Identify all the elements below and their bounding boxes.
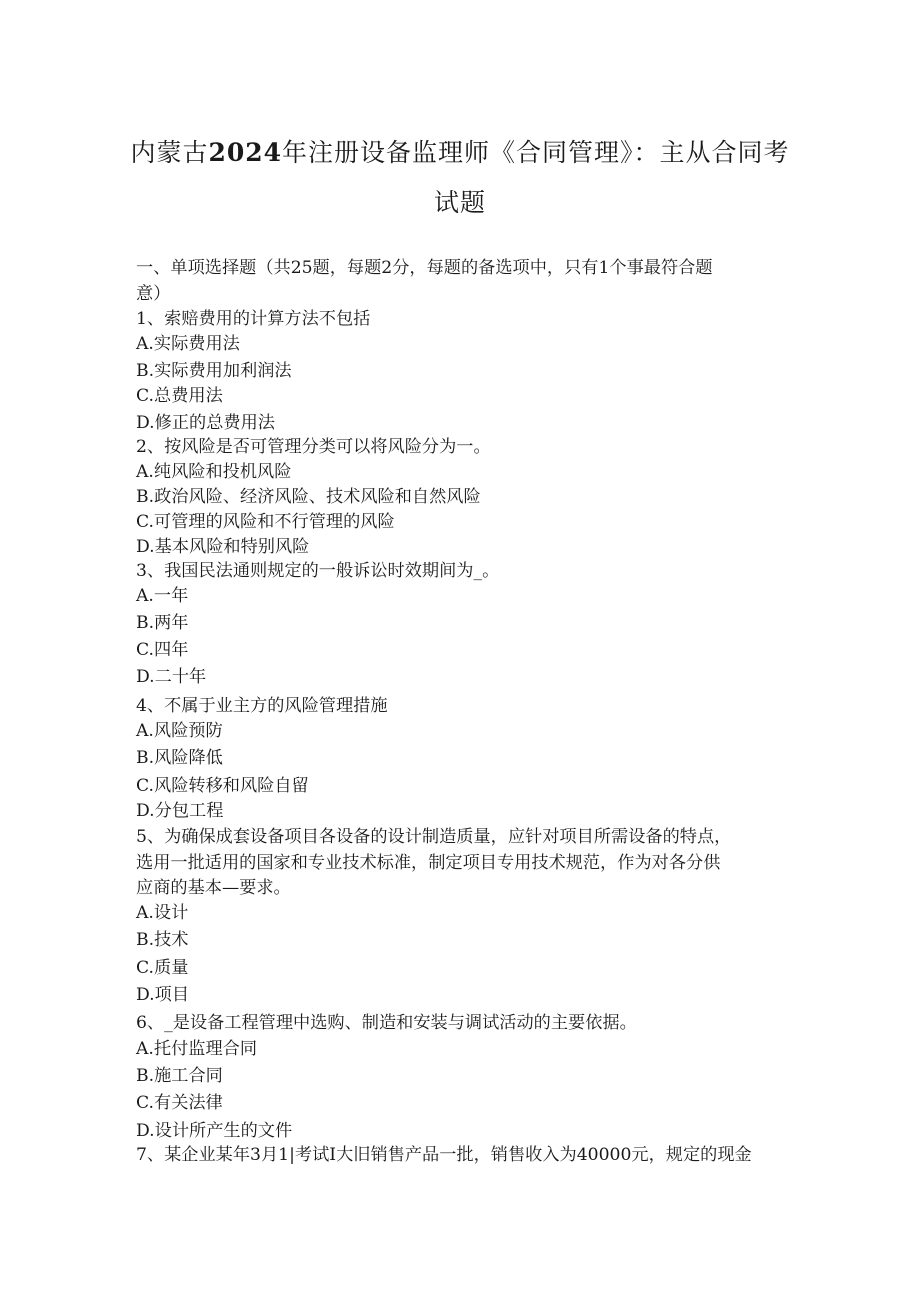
question-4-option-a: A.风险预防 [136,721,223,741]
question-4-stem: 4、不属于业主方的风险管理措施 [136,696,388,716]
question-3-option-c: C.四年 [136,640,189,660]
question-2-stem: 2、按风险是否可管理分类可以将风险分为一。 [136,437,491,457]
question-3-stem: 3、我国民法通则规定的一般诉讼时效期间为_。 [136,561,500,581]
question-5-option-b: B.技术 [136,930,189,950]
section-heading-cont: 意） [136,284,171,304]
question-7-stem: 7、某企业某年3月1|考试I大旧销售产品一批，销售收入为40000元，规定的现金 [136,1145,752,1165]
question-1-option-d: D.修正的总费用法 [136,413,275,433]
document-title-line-2: 试题 [433,188,486,217]
question-4-option-c: C.风险转移和风险自留 [136,776,309,796]
question-5-option-a: A.设计 [136,903,189,923]
question-5-stem-cont-2: 应商的基本—要求。 [136,878,291,898]
question-1-option-b: B.实际费用加利润法 [136,361,292,381]
question-3-option-b: B.两年 [136,613,189,633]
title-region: 内蒙古 [130,138,209,167]
question-1-option-a: A.实际费用法 [136,334,240,354]
question-2-option-b: B.政治风险、经济风险、技术风险和自然风险 [136,487,481,507]
title-year: 2024 [208,138,283,167]
question-2-option-d: D.基本风险和特别风险 [136,537,310,557]
question-6-option-c: C.有关法律 [136,1093,223,1113]
question-4-option-b: B.风险降低 [136,748,223,768]
question-3-option-d: D.二十年 [136,667,207,687]
question-1-option-c: C.总费用法 [136,386,223,406]
question-4-option-d: D.分包工程 [136,801,224,821]
question-6-stem: 6、_是设备工程管理中选购、制造和安装与调试活动的主要依据。 [136,1013,637,1033]
question-5-stem: 5、为确保成套设备项目各设备的设计制造质量，应针对项目所需设备的特点， [136,827,732,847]
title-subject: 年注册设备监理师《合同管理》：主从合同考 [282,138,790,167]
question-6-option-a: A.托付监理合同 [136,1039,258,1059]
question-2-option-a: A.纯风险和投机风险 [136,462,292,482]
question-5-stem-cont-1: 选用一批适用的国家和专业技术标准，制定项目专用技术规范，作为对各分供 [136,853,721,873]
document-title-line-1 [120,133,800,169]
question-5-option-c: C.质量 [136,958,189,978]
question-1-stem: 1、索赔费用的计算方法不包括 [136,309,371,329]
question-2-option-c: C.可管理的风险和不行管理的风险 [136,512,395,532]
section-heading: 一、单项选择题（共25题，每题2分，每题的备选项中，只有1个事最符合题 [136,258,713,278]
question-6-option-b: B.施工合同 [136,1066,223,1086]
question-6-option-d: D.设计所产生的文件 [136,1121,293,1141]
question-3-option-a: A.一年 [136,586,189,606]
question-5-option-d: D.项目 [136,985,190,1005]
